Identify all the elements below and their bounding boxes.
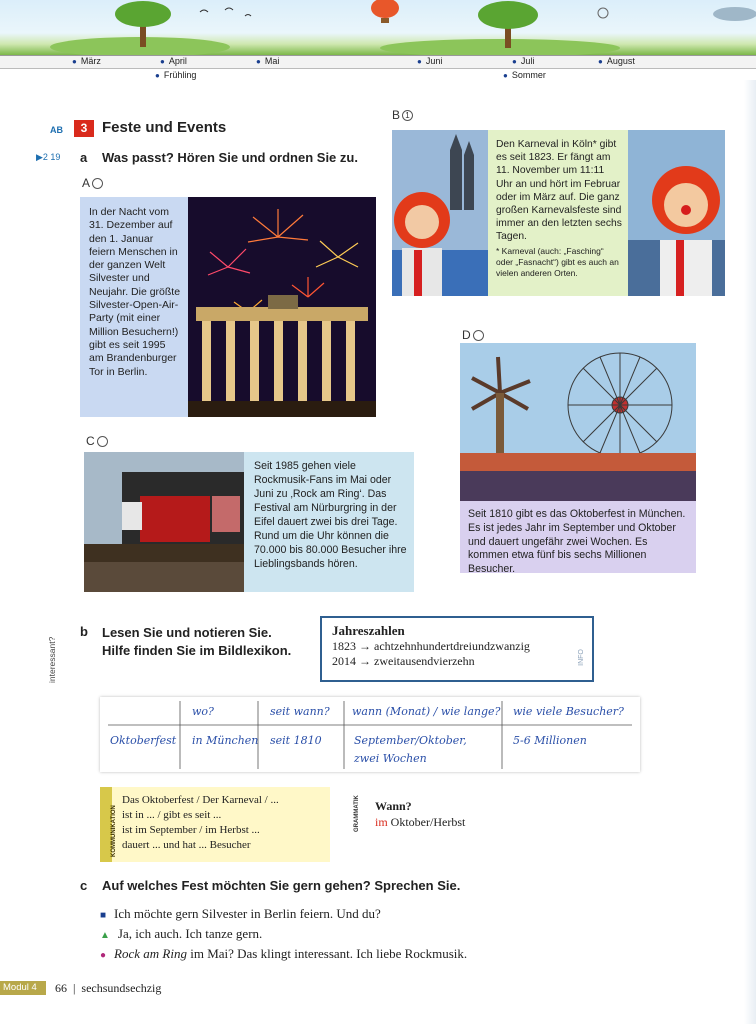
communication-tag: KOMMUNIKATION — [111, 805, 117, 857]
notes-table — [100, 697, 640, 772]
table-cell[interactable]: zwei Wochen — [354, 752, 427, 765]
phrase-line: dauert ... und hat ... Besucher — [122, 839, 251, 851]
grammar-rest: Oktober/Herbst — [387, 815, 466, 829]
month-label: ● Juli — [512, 56, 534, 66]
info-box-line: 2014 → zweitausendvierzehn — [332, 654, 475, 668]
page-number: 66 | sechsundsechzig — [55, 981, 162, 995]
task-b-line: Hilfe finden Sie im Bildlexikon. — [102, 643, 292, 658]
carnival-footnote: * Karneval (auch: „Fasching“ oder „Fasnacht“) gibt es auch an vielen anderen Orten. — [496, 245, 619, 278]
month-label: ● März — [72, 56, 101, 66]
square-bullet-icon: ■ — [100, 910, 107, 921]
column-header: seit wann? — [270, 705, 330, 718]
task-c-instruction: Auf welches Fest möchten Sie gern gehen? Sprechen Sie. — [102, 878, 461, 893]
task-a-instruction: Was passt? Hören Sie und ordnen Sie zu. — [102, 150, 358, 165]
info-box-year-numbers — [320, 616, 594, 682]
month-label: ● Mai — [256, 56, 279, 66]
circle-bullet-icon: ● — [100, 950, 107, 961]
photo-c-label — [86, 434, 108, 448]
grammar-title: Wann? — [375, 799, 412, 813]
photo-b-label — [392, 108, 413, 122]
dialogue-line — [100, 945, 467, 965]
column-header: wo? — [192, 705, 214, 718]
dialogue-text: Ich möchte gern Silvester in Berlin feiern. Und du? — [114, 906, 381, 921]
phrase-line: ist in ... / gibt es seit ... — [122, 809, 222, 821]
table-cell[interactable]: seit 1810 — [270, 734, 322, 747]
info-box-title: Jahreszahlen — [332, 623, 405, 638]
photo-d-text: Seit 1810 gibt es das Oktoberfest in München. Es ist jedes Jahr im September und Oktober und dauert ungefähr zwei Wochen. Es kommen etwa fünf bis sechs Millionen Besucher. — [460, 501, 696, 573]
photo-d-oktoberfest — [460, 343, 696, 501]
page-edge — [744, 80, 756, 1024]
side-note-text: interessant? — [47, 636, 57, 683]
footnote-marker: 1 — [402, 110, 413, 121]
cloud-icon — [713, 7, 756, 21]
column-header: wann (Monat) / wie lange? — [352, 705, 501, 718]
table-cell[interactable]: 5-6 Millionen — [513, 734, 587, 747]
task-b-line: Lesen Sie und notieren Sie. — [102, 625, 272, 640]
photo-c-rock-am-ring — [84, 452, 244, 592]
dialogue-text: im Mai? Das klingt interessant. Ich liebe Rockmusik. — [186, 946, 468, 961]
photo-d-label — [462, 328, 484, 342]
table-cell[interactable]: September/Oktober, — [354, 734, 467, 747]
month-label: ● April — [160, 56, 187, 66]
workbook-reference: AB — [50, 125, 63, 135]
photo-b-text — [488, 130, 628, 296]
dialogue-text: Ja, ich auch. Ich tanze gern. — [117, 926, 263, 941]
answer-circle[interactable] — [92, 178, 103, 189]
side-note — [47, 627, 59, 683]
month-timeline — [0, 55, 756, 69]
season-label: ● Sommer — [503, 70, 546, 80]
photo-a-brandenburg-gate — [188, 197, 376, 417]
exercise-number: 3 — [74, 120, 94, 137]
season-banner — [0, 0, 756, 55]
phrase-line: ist im September / im Herbst ... — [122, 824, 260, 836]
photo-c-text: Seit 1985 gehen viele Rockmusik-Fans im Mai oder Juni zu ‚Rock am Ring‘. Das Festival am Nürburgring in der Eifel dauert zwei bis drei Tage. Rund um die Uhr können die 70.000 bis 80.000 Besucher ihre Lieblingsbands hören. — [244, 452, 414, 592]
audio-track: ▶2 19 — [36, 152, 61, 162]
row-label: Oktoberfest — [110, 734, 177, 747]
balloon-icon — [371, 0, 399, 18]
dialogue — [100, 905, 467, 965]
carnival-description: Den Karneval in Köln* gibt es seit 1823. Er fängt am 11. November um 11:11 Uhr an und hört im Februar oder im März auf. Die ganz großen Karnevalsfeste sind immer an den letzten sechs Tagen. — [496, 139, 622, 243]
grammar-example — [375, 814, 465, 830]
track-number: 2 19 — [42, 152, 61, 162]
page-number-digits: 66 — [55, 981, 67, 995]
season-label: ● Frühling — [155, 70, 196, 80]
month-label: ● August — [598, 56, 635, 66]
task-c-label: c — [80, 878, 88, 893]
landscape-illustration — [0, 0, 756, 55]
task-b-label: b — [80, 624, 88, 639]
photo-letter: B — [392, 108, 401, 122]
task-b-instruction — [102, 624, 291, 660]
answer-circle[interactable] — [473, 330, 484, 341]
task-a-label: a — [80, 150, 88, 165]
page-number-words: sechsundsechzig — [81, 981, 162, 995]
module-tab: Modul 4 — [0, 981, 46, 995]
photo-b-carnival-left — [392, 130, 488, 296]
info-tag: INFO — [578, 649, 586, 666]
photo-a-text: In der Nacht vom 31. Dezember auf den 1. Januar feiern Menschen in der ganzen Welt Silvester und Neujahr. Die größte Silvester-Open-Air-Party (mit einer Million Besuchern!) gibt es seit 1995 am Brandenburger Tor in Berlin. — [80, 197, 188, 417]
column-header: wie viele Besucher? — [513, 705, 624, 718]
grammar-box — [375, 798, 465, 830]
photo-b-carnival-right — [628, 130, 725, 296]
photo-a-label — [82, 176, 103, 190]
table-cell[interactable]: in München — [192, 734, 259, 747]
phrase-line: Das Oktoberfest / Der Karneval / ... — [122, 794, 279, 806]
grammar-highlight: im — [375, 815, 388, 829]
exercise-title: Feste und Events — [102, 119, 227, 136]
photo-letter: D — [462, 328, 471, 342]
photo-letter: C — [86, 434, 95, 448]
dialogue-italic: Rock am Ring — [114, 946, 187, 961]
communication-box — [100, 787, 330, 862]
photo-letter: A — [82, 176, 91, 190]
dialogue-line — [100, 925, 467, 945]
triangle-bullet-icon: ▲ — [100, 930, 110, 941]
answer-circle[interactable] — [97, 436, 108, 447]
grammar-tag-wrapper — [354, 792, 364, 832]
info-box-line: 1823 → achtzehnhundertdreiundzwanzig — [332, 639, 530, 653]
dialogue-line — [100, 905, 467, 925]
grammar-tag: GRAMMATIK — [354, 795, 360, 832]
month-label: ● Juni — [417, 56, 442, 66]
